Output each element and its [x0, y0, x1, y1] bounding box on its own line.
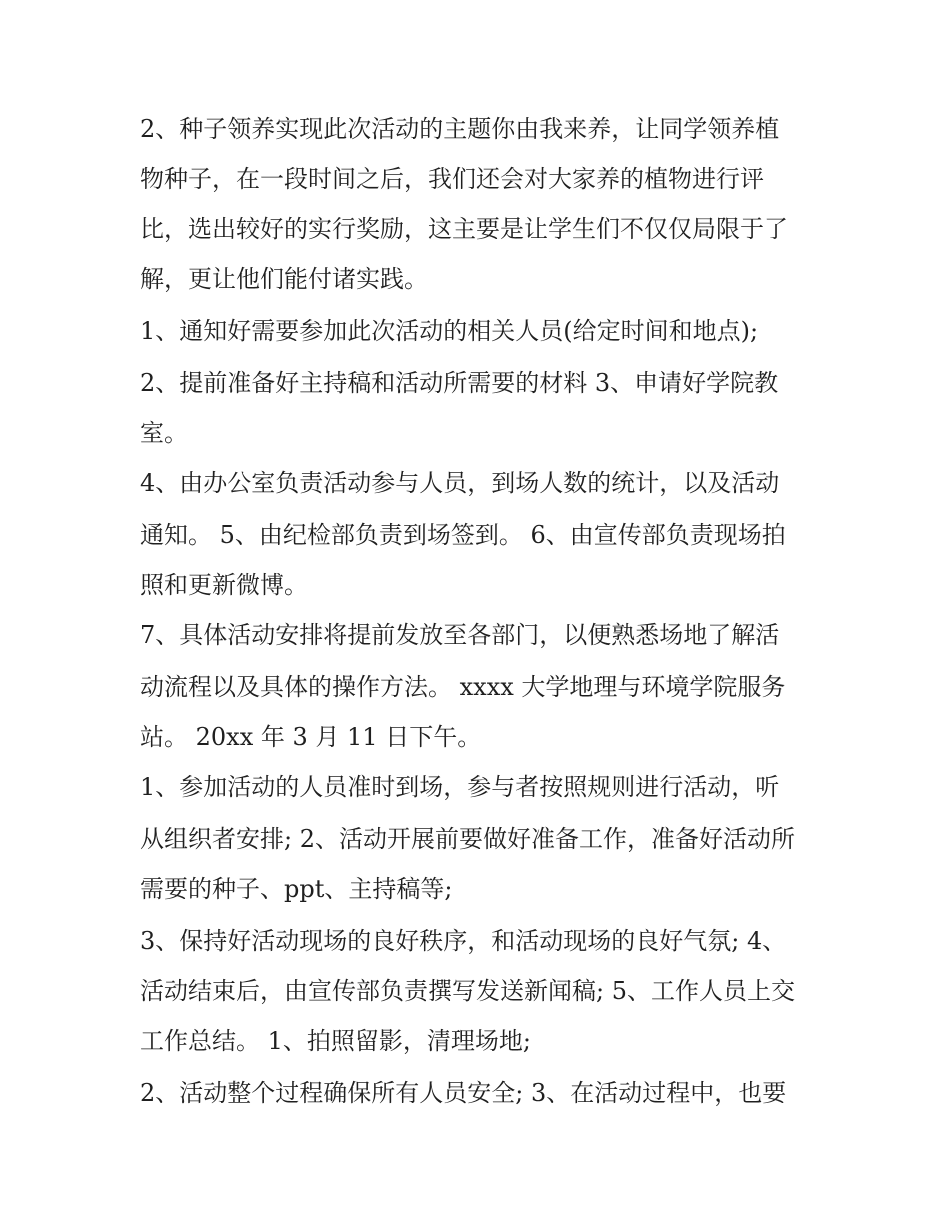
text-line: 动流程以及具体的操作方法。 xxxx 大学地理与环境学院服务 — [140, 673, 786, 701]
text-line: 活动结束后，由宣传部负责撰写发送新闻稿; 5、工作人员上交 — [140, 977, 795, 1005]
text-line: 7、具体活动安排将提前发放至各部门，以便熟悉场地了解活 — [140, 621, 780, 649]
text-line: 站。 20xx 年 3 月 11 日下午。 — [140, 723, 482, 751]
text-line: 通知。 5、由纪检部负责到场签到。 6、由宣传部负责现场拍 — [140, 521, 786, 549]
text-line: 物种子，在一段时间之后，我们还会对大家养的植物进行评 — [140, 165, 764, 193]
text-line: 照和更新微博。 — [140, 571, 308, 599]
text-line: 1、参加活动的人员准时到场，参与者按照规则进行活动，听 — [140, 773, 780, 801]
text-line: 3、保持好活动现场的良好秩序，和活动现场的良好气氛; 4、 — [140, 927, 787, 955]
text-line: 室。 — [140, 419, 188, 447]
text-line: 工作总结。 1、拍照留影，清理场地; — [140, 1027, 531, 1055]
text-line: 2、种子领养实现此次活动的主题你由我来养，让同学领养植 — [140, 115, 780, 143]
text-line: 1、通知好需要参加此次活动的相关人员(给定时间和地点); — [140, 317, 759, 345]
text-line: 解，更让他们能付诸实践。 — [140, 265, 428, 293]
text-line: 比，选出较好的实行奖励，这主要是让学生们不仅仅局限于了 — [140, 215, 788, 243]
text-line: 需要的种子、ppt、主持稿等; — [140, 875, 453, 903]
text-line: 从组织者安排; 2、活动开展前要做好准备工作，准备好活动所 — [140, 825, 795, 853]
text-line: 2、活动整个过程确保所有人员安全; 3、在活动过程中，也要 — [140, 1079, 787, 1107]
text-line: 2、提前准备好主持稿和活动所需要的材料 3、申请好学院教 — [140, 369, 779, 397]
text-line: 4、由办公室负责活动参与人员，到场人数的统计，以及活动 — [140, 469, 780, 497]
